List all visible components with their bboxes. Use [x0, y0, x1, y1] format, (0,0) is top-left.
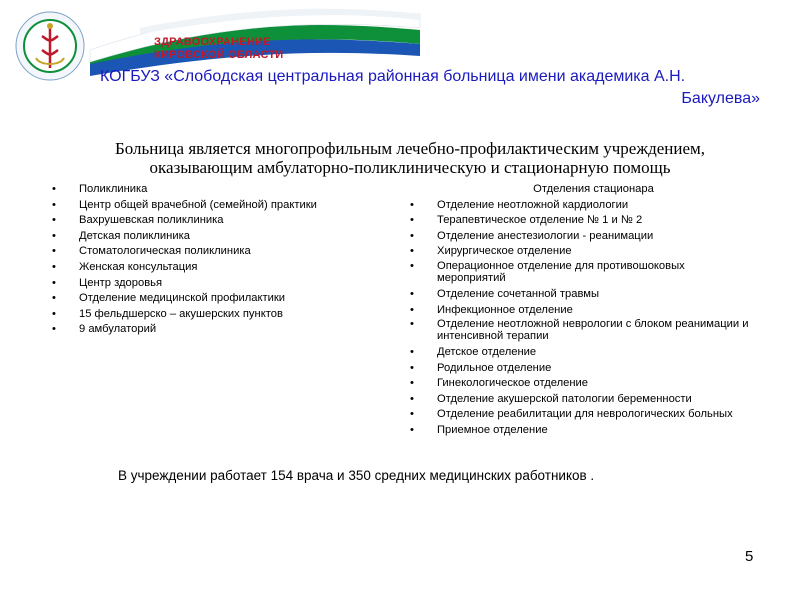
organization-title	[100, 66, 760, 110]
org-line-2: Бакулева»	[681, 90, 760, 107]
list-item: • Терапевтическое отделение № 1 и № 2	[410, 213, 750, 229]
list-item: • Центр здоровья	[52, 276, 382, 292]
emblem-icon	[14, 10, 86, 82]
list-item: • Инфекционное отделение	[410, 303, 750, 319]
list-item: • Отделение медицинской профилактики	[52, 291, 382, 307]
page-number: 5	[745, 548, 754, 565]
list-item: • Отделение неотложной неврологии с блоком реанимации и интенсивной терапии	[410, 318, 750, 342]
list-item: • Отделение анестезиологии - реанимации	[410, 229, 750, 245]
list-item: • Детская поликлиника	[52, 229, 382, 245]
list-item: • Стоматологическая поликлиника	[52, 244, 382, 260]
outpatient-list	[52, 182, 382, 338]
list-item: • Отделение акушерской патологии беременности	[410, 392, 750, 408]
heading-line-2: оказывающим амбулаторно-поликлиническую и стационарную помощь	[149, 158, 671, 177]
list-item: • Гинекологическое отделение	[410, 376, 750, 392]
list-item: • Вахрушевская поликлиника	[52, 213, 382, 229]
list-item: • Приемное отделение	[410, 423, 750, 439]
banner-title	[154, 36, 283, 62]
list-item: • Операционное отделение для противошоковых мероприятий	[410, 260, 750, 284]
list-item: • Центр общей врачебной (семейной) практики	[52, 198, 382, 214]
banner-line-2: КИРОВСКОЙ ОБЛАСТИ	[154, 49, 284, 61]
staff-summary: В учреждении работает 154 врача и 350 средних медицинских работников .	[118, 468, 595, 483]
list-item: • Детское отделение	[410, 345, 750, 361]
list-item: • Отделение реабилитации для неврологических больных	[410, 408, 750, 420]
inpatient-list-header: Отделения стационара	[533, 183, 654, 195]
list-item: • Родильное отделение	[410, 361, 750, 377]
list-item: • Отделение неотложной кардиологии	[410, 198, 750, 214]
heading-line-1: Больница является многопрофильным лечебно-профилактическим учреждением,	[114, 139, 706, 158]
org-line-1: КОГБУЗ «Слободская центральная районная больница имени академика А.Н.	[100, 68, 686, 85]
inpatient-departments-list	[410, 182, 750, 438]
list-item: • 15 фельдшерско – акушерских пунктов	[52, 307, 382, 323]
list-item: • Хирургическое отделение	[410, 244, 750, 260]
list-item: • Поликлиника	[52, 182, 382, 198]
list-item: • Отделение сочетанной травмы	[410, 287, 750, 303]
slide-heading	[50, 139, 770, 177]
banner-line-1: ЗДРАВООХРАНЕНИЕ	[154, 36, 271, 48]
list-item: • 9 амбулаторий	[52, 322, 382, 338]
list-item: • Женская консультация	[52, 260, 382, 276]
